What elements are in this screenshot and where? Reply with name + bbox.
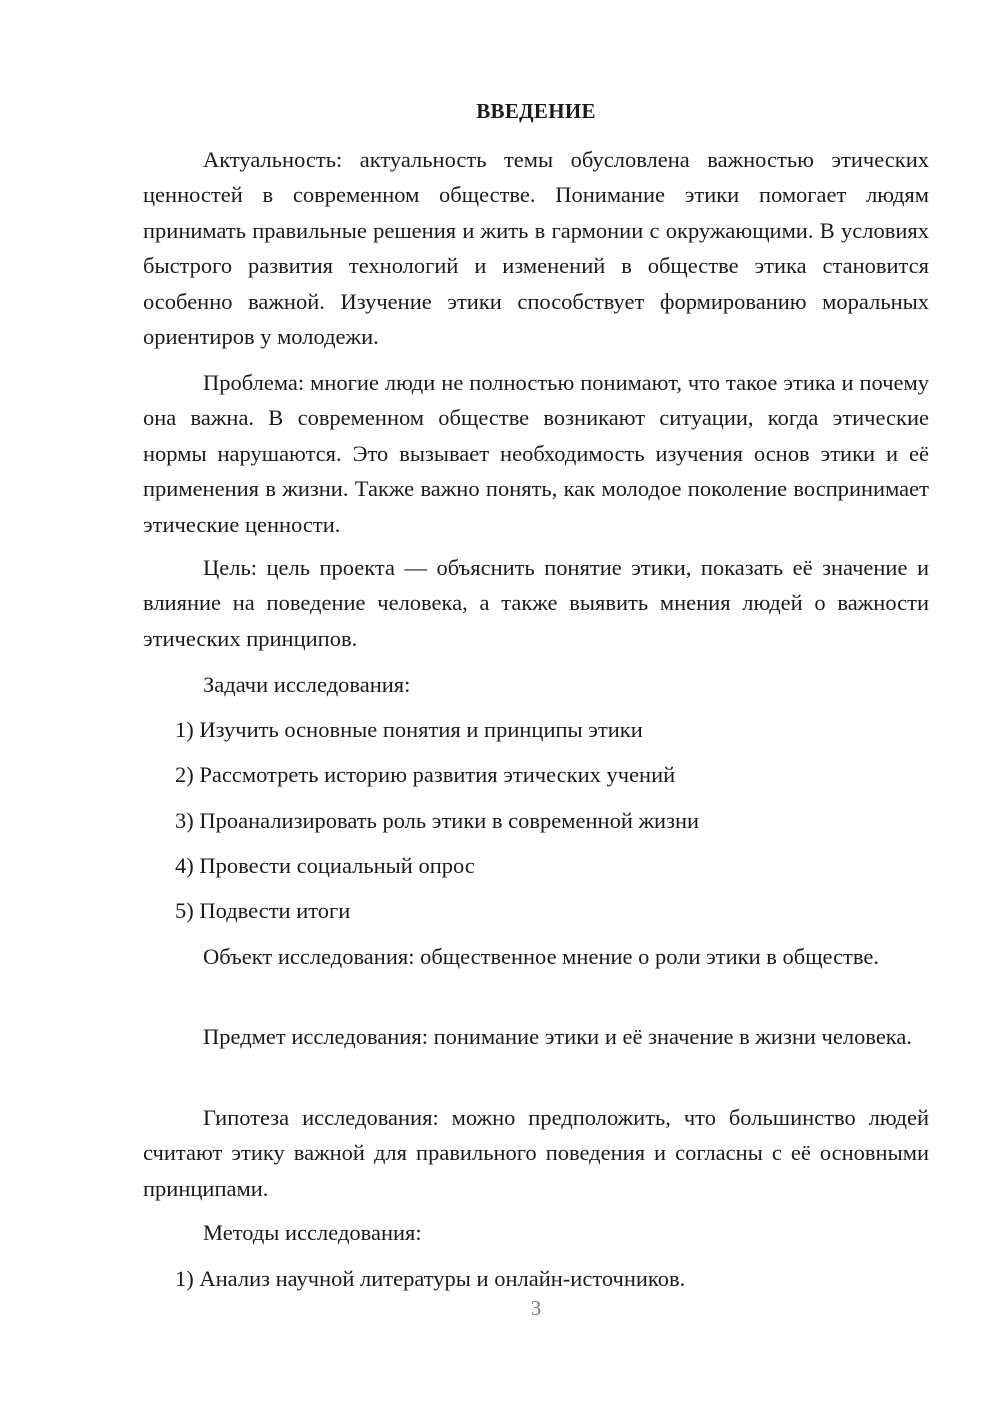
paragraph-goal: Цель: цель проекта — объяснить понятие этики, показать её значение и влияние на поведение человека, а также выявить мнения людей о важности этических принципов.	[143, 555, 929, 651]
paragraph-object: Объект исследования: общественное мнение о роли этики в обществе.	[203, 944, 879, 969]
task-item: 5) Подвести итоги	[175, 898, 351, 923]
methods-heading: Методы исследования:	[203, 1220, 422, 1245]
paragraph-problem: Проблема: многие люди не полностью понимают, что такое этика и почему она важна. В современном обществе возникают ситуации, когда этические нормы нарушаются. Это вызывает необходимость изучения основ этики и её применения в жизни. Также важно понять, как молодое поколение воспринимает этические ценности.	[143, 370, 929, 537]
page-number: 3	[530, 1296, 542, 1320]
task-item: 2) Рассмотреть историю развития этических учений	[175, 762, 676, 787]
tasks-heading: Задачи исследования:	[203, 672, 411, 697]
paragraph-relevance: Актуальность: актуальность темы обусловлена важностью этических ценностей в современном обществе. Понимание этики помогает людям принимать правильные решения и жить в гармонии с окружающими. В условиях быстрого развития технологий и изменений в обществе этика становится особенно важной. Изучение этики способствует формированию моральных ориентиров у молодежи.	[143, 147, 929, 350]
task-item: 3) Проанализировать роль этики в современной жизни	[175, 808, 700, 833]
task-item: 4) Провести социальный опрос	[175, 853, 475, 878]
paragraph-subject: Предмет исследования: понимание этики и её значение в жизни человека.	[203, 1024, 913, 1049]
method-item: 1) Анализ научной литературы и онлайн-источников.	[175, 1266, 686, 1291]
task-item: 1) Изучить основные понятия и принципы этики	[175, 717, 643, 742]
paragraph-hypothesis: Гипотеза исследования: можно предположить, что большинство людей считают этику важной для правильного поведения и согласны с её основными принципами.	[143, 1105, 929, 1201]
section-heading: ВВЕДЕНИЕ	[476, 99, 596, 123]
